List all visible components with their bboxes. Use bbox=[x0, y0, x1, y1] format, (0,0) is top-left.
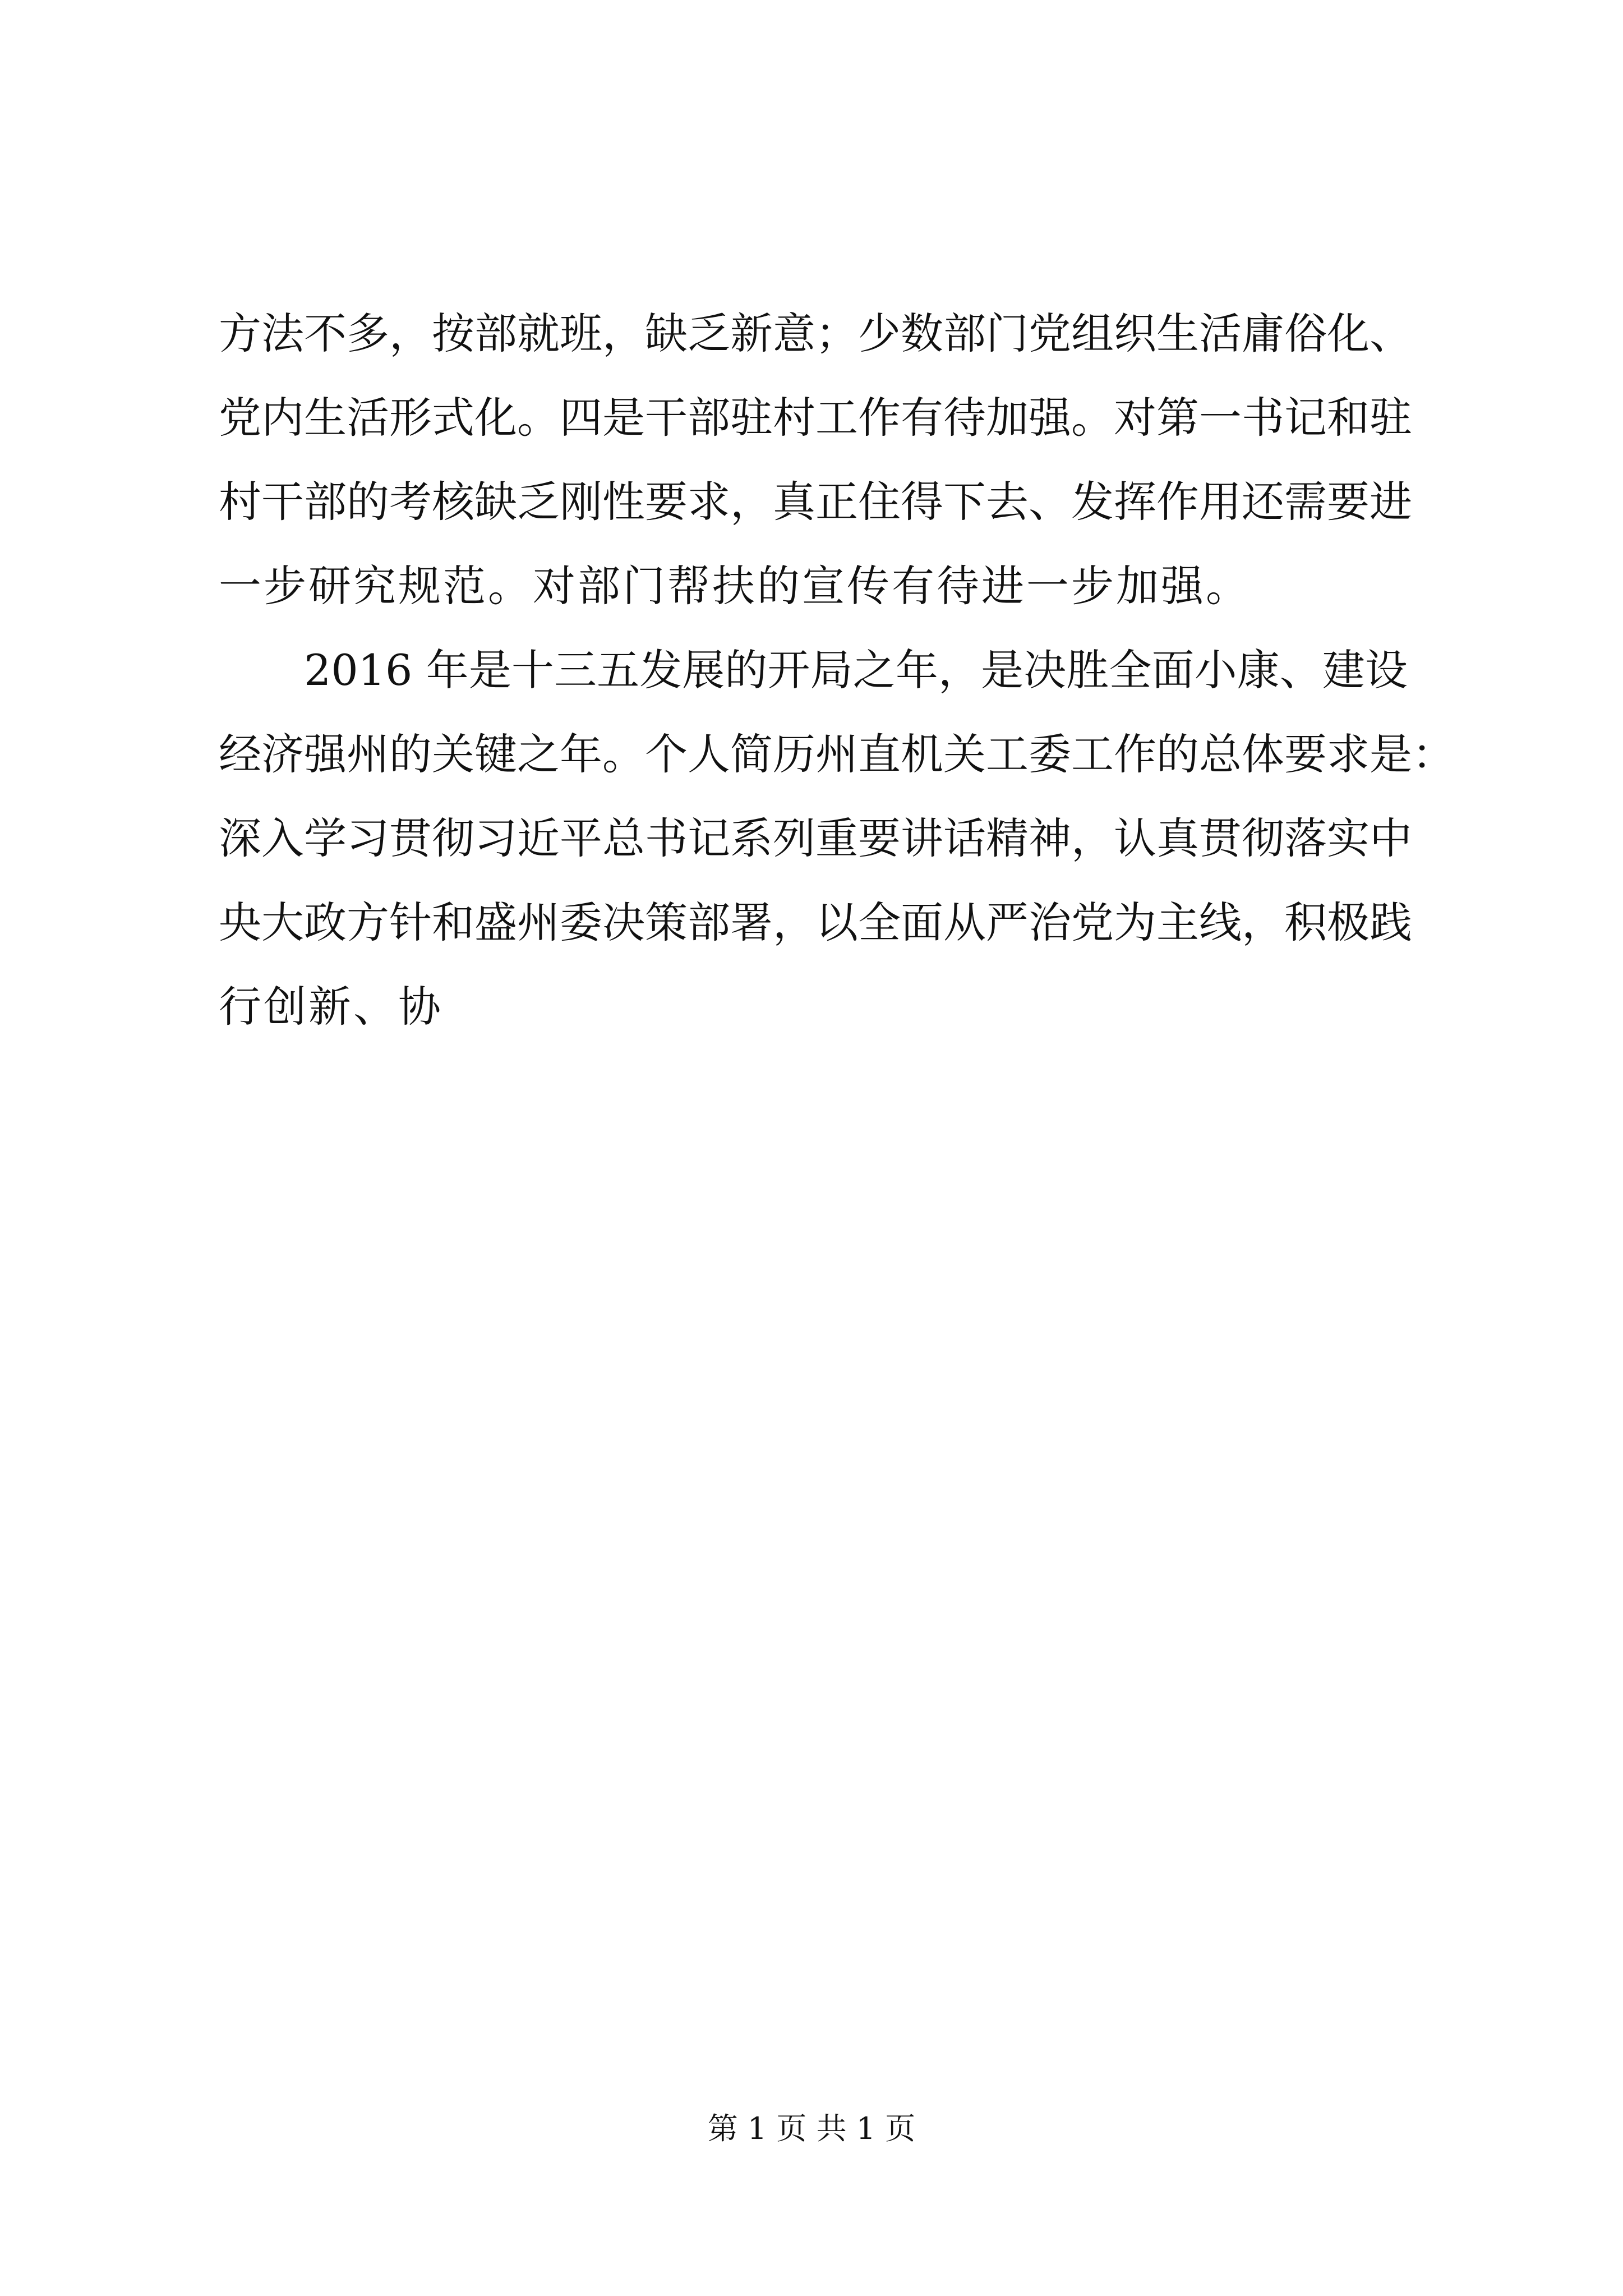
body-text bbox=[219, 292, 1455, 1049]
paragraph-line: 深入学习贯彻习近平总书记系列重要讲话精神，认真贯彻落实中 bbox=[219, 813, 1412, 863]
paragraph-line: 方法不多，按部就班，缺乏新意；少数部门党组织生活庸俗化、 bbox=[219, 309, 1412, 358]
paragraph-line: 2016 年是十三五发展的开局之年，是决胜全面小康、建设 bbox=[304, 645, 1408, 695]
paragraph-line: 央大政方针和盛州委决策部署，以全面从严治党为主线，积极践 bbox=[219, 898, 1412, 947]
page-number-footer: 第 1 页 共 1 页 bbox=[707, 2111, 916, 2146]
paragraph-line: 一步研究规范。对部门帮扶的宣传有待进一步加强。 bbox=[219, 561, 1251, 611]
paragraph-1 bbox=[219, 292, 1412, 628]
paragraph-line: 经济强州的关键之年。个人简历州直机关工委工作的总体要求是： bbox=[219, 729, 1455, 779]
paragraph-2 bbox=[219, 628, 1455, 1049]
paragraph-line: 行创新、协 bbox=[219, 982, 443, 1032]
paragraph-line: 党内生活形式化。四是干部驻村工作有待加强。对第一书记和驻 bbox=[219, 393, 1412, 443]
paragraph-line: 村干部的考核缺乏刚性要求，真正住得下去、发挥作用还需要进 bbox=[219, 477, 1412, 527]
